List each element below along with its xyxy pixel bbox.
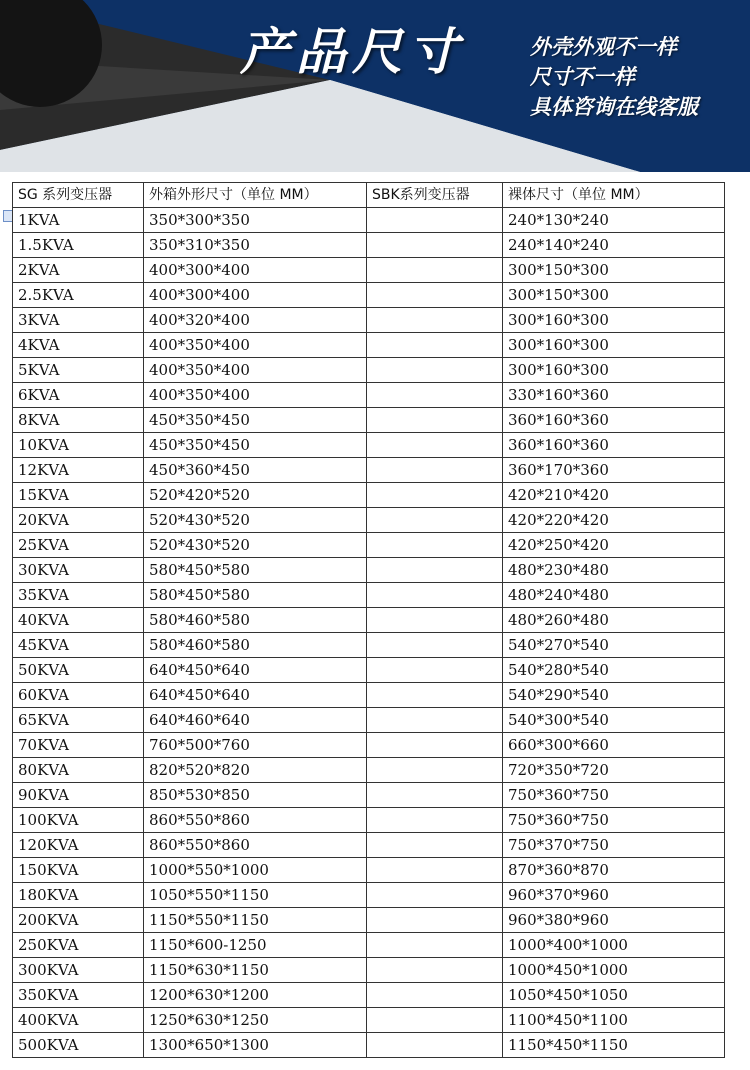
- bare-size-cell: 660*300*660: [503, 733, 725, 758]
- bare-size-cell: 540*270*540: [503, 633, 725, 658]
- bare-size-cell: 1100*450*1100: [503, 1008, 725, 1033]
- model-cell: 65KVA: [13, 708, 144, 733]
- outer-size-cell: 1250*630*1250: [144, 1008, 367, 1033]
- outer-size-cell: 580*460*580: [144, 608, 367, 633]
- bare-size-cell: 300*160*300: [503, 333, 725, 358]
- sbk-cell: [367, 983, 503, 1008]
- sbk-cell: [367, 483, 503, 508]
- bare-size-cell: 360*170*360: [503, 458, 725, 483]
- sbk-cell: [367, 308, 503, 333]
- sbk-cell: [367, 633, 503, 658]
- sbk-cell: [367, 233, 503, 258]
- bare-size-cell: 480*260*480: [503, 608, 725, 633]
- sbk-cell: [367, 283, 503, 308]
- model-cell: 50KVA: [13, 658, 144, 683]
- outer-size-cell: 350*310*350: [144, 233, 367, 258]
- table-row: [13, 908, 725, 933]
- table-row: [13, 583, 725, 608]
- outer-size-cell: 850*530*850: [144, 783, 367, 808]
- bare-size-cell: 1000*400*1000: [503, 933, 725, 958]
- outer-size-cell: 640*460*640: [144, 708, 367, 733]
- outer-size-cell: 760*500*760: [144, 733, 367, 758]
- table-row: [13, 958, 725, 983]
- model-cell: 12KVA: [13, 458, 144, 483]
- outer-size-cell: 820*520*820: [144, 758, 367, 783]
- bare-size-cell: 720*350*720: [503, 758, 725, 783]
- header-sbk-series: SBK系列变压器: [367, 183, 503, 208]
- bare-size-cell: 540*290*540: [503, 683, 725, 708]
- model-cell: 120KVA: [13, 833, 144, 858]
- bare-size-cell: 300*150*300: [503, 258, 725, 283]
- table-row: [13, 483, 725, 508]
- model-cell: 60KVA: [13, 683, 144, 708]
- model-cell: 100KVA: [13, 808, 144, 833]
- table-row: [13, 983, 725, 1008]
- outer-size-cell: 1150*630*1150: [144, 958, 367, 983]
- bare-size-cell: 540*300*540: [503, 708, 725, 733]
- model-cell: 2.5KVA: [13, 283, 144, 308]
- sbk-cell: [367, 433, 503, 458]
- sbk-cell: [367, 758, 503, 783]
- sbk-cell: [367, 358, 503, 383]
- sbk-cell: [367, 808, 503, 833]
- size-table: [12, 182, 725, 1058]
- table-row: [13, 333, 725, 358]
- sbk-cell: [367, 608, 503, 633]
- table-row: [13, 858, 725, 883]
- bare-size-cell: 300*160*300: [503, 308, 725, 333]
- table-row: [13, 883, 725, 908]
- header-banner: [0, 0, 750, 172]
- sbk-cell: [367, 908, 503, 933]
- table-row: [13, 308, 725, 333]
- sbk-cell: [367, 733, 503, 758]
- sbk-cell: [367, 683, 503, 708]
- sbk-cell: [367, 408, 503, 433]
- banner-note: 外壳外观不一样: [530, 35, 677, 59]
- table-row: [13, 233, 725, 258]
- banner-note: 尺寸不一样: [530, 65, 635, 89]
- bare-size-cell: 420*250*420: [503, 533, 725, 558]
- bare-size-cell: 1050*450*1050: [503, 983, 725, 1008]
- outer-size-cell: 450*360*450: [144, 458, 367, 483]
- model-cell: 150KVA: [13, 858, 144, 883]
- header-bare-size: 裸体尺寸（单位 MM）: [503, 183, 725, 208]
- table-row: [13, 933, 725, 958]
- table-row: [13, 833, 725, 858]
- model-cell: 80KVA: [13, 758, 144, 783]
- outer-size-cell: 400*320*400: [144, 308, 367, 333]
- model-cell: 45KVA: [13, 633, 144, 658]
- bare-size-cell: 480*240*480: [503, 583, 725, 608]
- model-cell: 350KVA: [13, 983, 144, 1008]
- model-cell: 25KVA: [13, 533, 144, 558]
- size-table-container: [12, 182, 724, 1060]
- model-cell: 90KVA: [13, 783, 144, 808]
- table-row: [13, 708, 725, 733]
- outer-size-cell: 580*450*580: [144, 583, 367, 608]
- table-row: [13, 258, 725, 283]
- table-body: [13, 208, 725, 1058]
- table-row: [13, 383, 725, 408]
- model-cell: 20KVA: [13, 508, 144, 533]
- sbk-cell: [367, 383, 503, 408]
- page-title: 产品尺寸: [240, 23, 464, 81]
- bare-size-cell: 750*370*750: [503, 833, 725, 858]
- sbk-cell: [367, 333, 503, 358]
- bare-size-cell: 240*130*240: [503, 208, 725, 233]
- outer-size-cell: 450*350*450: [144, 408, 367, 433]
- outer-size-cell: 350*300*350: [144, 208, 367, 233]
- model-cell: 1KVA: [13, 208, 144, 233]
- table-row: [13, 758, 725, 783]
- table-row: [13, 533, 725, 558]
- sbk-cell: [367, 583, 503, 608]
- table-row: [13, 608, 725, 633]
- bare-size-cell: 420*220*420: [503, 508, 725, 533]
- model-cell: 1.5KVA: [13, 233, 144, 258]
- table-header-row: [13, 183, 725, 208]
- bare-size-cell: 360*160*360: [503, 433, 725, 458]
- sbk-cell: [367, 708, 503, 733]
- model-cell: 180KVA: [13, 883, 144, 908]
- outer-size-cell: 580*460*580: [144, 633, 367, 658]
- bare-size-cell: 750*360*750: [503, 808, 725, 833]
- model-cell: 4KVA: [13, 333, 144, 358]
- bare-size-cell: 420*210*420: [503, 483, 725, 508]
- sbk-cell: [367, 458, 503, 483]
- sbk-cell: [367, 508, 503, 533]
- bare-size-cell: 360*160*360: [503, 408, 725, 433]
- outer-size-cell: 520*430*520: [144, 508, 367, 533]
- table-row: [13, 808, 725, 833]
- model-cell: 30KVA: [13, 558, 144, 583]
- table-row: [13, 733, 725, 758]
- model-cell: 40KVA: [13, 608, 144, 633]
- model-cell: 400KVA: [13, 1008, 144, 1033]
- outer-size-cell: 860*550*860: [144, 833, 367, 858]
- sbk-cell: [367, 933, 503, 958]
- model-cell: 35KVA: [13, 583, 144, 608]
- sbk-cell: [367, 883, 503, 908]
- bare-size-cell: 1150*450*1150: [503, 1033, 725, 1058]
- outer-size-cell: 400*350*400: [144, 383, 367, 408]
- sbk-cell: [367, 1033, 503, 1058]
- model-cell: 6KVA: [13, 383, 144, 408]
- sbk-cell: [367, 558, 503, 583]
- sbk-cell: [367, 783, 503, 808]
- sbk-cell: [367, 658, 503, 683]
- table-row: [13, 433, 725, 458]
- outer-size-cell: 1050*550*1150: [144, 883, 367, 908]
- outer-size-cell: 400*300*400: [144, 258, 367, 283]
- outer-size-cell: 400*350*400: [144, 358, 367, 383]
- header-sg-series: SG 系列变压器: [13, 183, 144, 208]
- bare-size-cell: 750*360*750: [503, 783, 725, 808]
- outer-size-cell: 400*300*400: [144, 283, 367, 308]
- header-outer-size: 外箱外形尺寸（单位 MM）: [144, 183, 367, 208]
- table-row: [13, 358, 725, 383]
- model-cell: 8KVA: [13, 408, 144, 433]
- outer-size-cell: 1200*630*1200: [144, 983, 367, 1008]
- outer-size-cell: 1000*550*1000: [144, 858, 367, 883]
- table-row: [13, 458, 725, 483]
- sbk-cell: [367, 258, 503, 283]
- table-row: [13, 508, 725, 533]
- table-row: [13, 1008, 725, 1033]
- table-row: [13, 658, 725, 683]
- model-cell: 5KVA: [13, 358, 144, 383]
- table-row: [13, 1033, 725, 1058]
- model-cell: 500KVA: [13, 1033, 144, 1058]
- table-row: [13, 283, 725, 308]
- bare-size-cell: 870*360*870: [503, 858, 725, 883]
- model-cell: 15KVA: [13, 483, 144, 508]
- sbk-cell: [367, 533, 503, 558]
- bare-size-cell: 1000*450*1000: [503, 958, 725, 983]
- outer-size-cell: 1300*650*1300: [144, 1033, 367, 1058]
- outer-size-cell: 1150*600-1250: [144, 933, 367, 958]
- bare-size-cell: 300*150*300: [503, 283, 725, 308]
- outer-size-cell: 520*430*520: [144, 533, 367, 558]
- outer-size-cell: 450*350*450: [144, 433, 367, 458]
- outer-size-cell: 640*450*640: [144, 683, 367, 708]
- table-row: [13, 633, 725, 658]
- sbk-cell: [367, 833, 503, 858]
- outer-size-cell: 1150*550*1150: [144, 908, 367, 933]
- model-cell: 3KVA: [13, 308, 144, 333]
- bare-size-cell: 540*280*540: [503, 658, 725, 683]
- sbk-cell: [367, 958, 503, 983]
- banner-note: 具体咨询在线客服: [530, 95, 698, 119]
- model-cell: 300KVA: [13, 958, 144, 983]
- model-cell: 2KVA: [13, 258, 144, 283]
- model-cell: 250KVA: [13, 933, 144, 958]
- bare-size-cell: 330*160*360: [503, 383, 725, 408]
- table-row: [13, 208, 725, 233]
- table-row: [13, 783, 725, 808]
- sbk-cell: [367, 1008, 503, 1033]
- bare-size-cell: 480*230*480: [503, 558, 725, 583]
- model-cell: 70KVA: [13, 733, 144, 758]
- sbk-cell: [367, 858, 503, 883]
- bare-size-cell: 960*380*960: [503, 908, 725, 933]
- table-row: [13, 408, 725, 433]
- table-row: [13, 683, 725, 708]
- outer-size-cell: 640*450*640: [144, 658, 367, 683]
- bare-size-cell: 240*140*240: [503, 233, 725, 258]
- model-cell: 200KVA: [13, 908, 144, 933]
- bare-size-cell: 300*160*300: [503, 358, 725, 383]
- banner-notes: [530, 32, 745, 122]
- sbk-cell: [367, 208, 503, 233]
- bare-size-cell: 960*370*960: [503, 883, 725, 908]
- model-cell: 10KVA: [13, 433, 144, 458]
- outer-size-cell: 520*420*520: [144, 483, 367, 508]
- outer-size-cell: 860*550*860: [144, 808, 367, 833]
- table-row: [13, 558, 725, 583]
- outer-size-cell: 580*450*580: [144, 558, 367, 583]
- outer-size-cell: 400*350*400: [144, 333, 367, 358]
